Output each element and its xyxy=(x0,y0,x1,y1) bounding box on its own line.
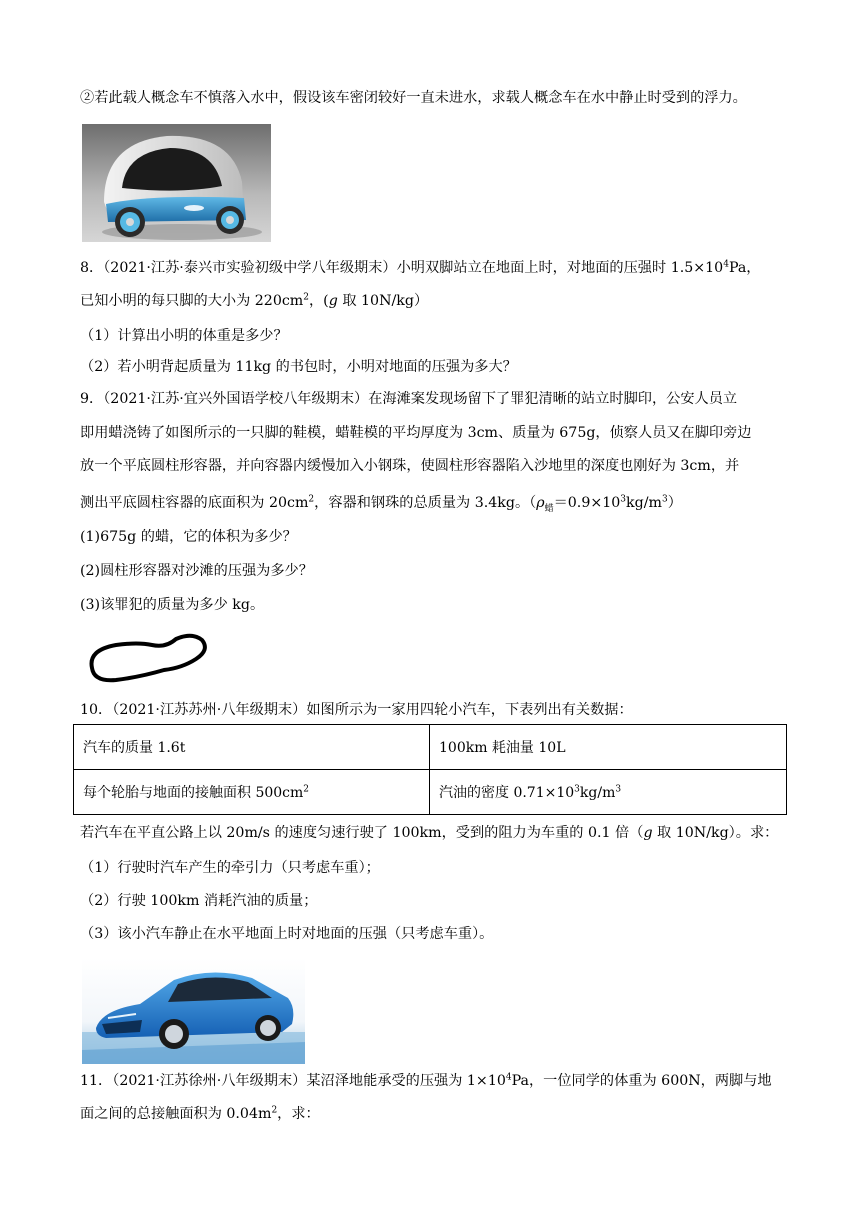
table-row xyxy=(74,725,787,770)
q8-subquestion-1: （1）计算出小明的体重是多少？ xyxy=(80,328,288,344)
table-cell: 每个轮胎与地面的接触面积 $500cm^2$ xyxy=(74,770,430,815)
table-cell: 汽车的质量 1.6t xyxy=(74,725,430,770)
q7-part2-text: ②若此载人概念车不慎落入水中，假设该车密闭较好一直未进水，求载人概念车在水中静止时受到的浮力。 xyxy=(80,90,747,106)
q9-stem-line1: 9．（2021·江苏·宜兴外国语学校八年级期末）在海滩案发现场留下了罪犯清晰的站立时脚印，公安人员立 xyxy=(80,391,738,407)
q10-subquestion-1: （1）行驶时汽车产生的牵引力（只考虑车重）； xyxy=(80,860,380,876)
concept-car-image xyxy=(82,124,271,242)
q10-intro: 10．（2021·江苏苏州·八年级期末）如图所示为一家用四轮小汽车，下表列出有关数据： xyxy=(80,702,633,718)
q9-subquestion-3: (3)该罪犯的质量为多少 kg。 xyxy=(80,597,265,613)
q8-stem-line2: 已知小明的每只脚的大小为 $220cm^2$，(g 取 10N/kg） xyxy=(80,292,429,309)
table-cell: 100km 耗油量 10L xyxy=(430,725,787,770)
q9-stem-line3: 放一个平底圆柱形容器，并向容器内缓慢加入小钢珠，使圆柱形容器陷入沙地里的深度也刚好为 3cm，并 xyxy=(80,458,740,474)
table-row xyxy=(74,770,787,815)
footprint-mold-image xyxy=(82,630,210,688)
q9-stem-line4: 测出平底圆柱容器的底面积为 $20cm^2$，容器和钢珠的总质量为 3.4kg。$(\rho_蜡=0.9\times 10^3kg/m^3)$ xyxy=(80,494,682,514)
q9-stem-line2: 即用蜡浇铸了如图所示的一只脚的鞋模，蜡鞋模的平均厚度为 3cm、质量为 675g，侦察人员又在脚印旁边 xyxy=(80,425,752,441)
q11-stem-line2: 面之间的总接触面积为 $0.04m^2$，求： xyxy=(80,1105,320,1122)
q10-condition: 若汽车在平直公路上以 20m/s 的速度匀速行驶了 100km，受到的阻力为车重的 0.1 倍（g 取 10N/kg）。求： xyxy=(80,825,779,841)
q10-subquestion-2: （2）行驶 100km 消耗汽油的质量； xyxy=(80,893,318,909)
sedan-car-image xyxy=(82,958,305,1064)
q11-stem-line1: 11．（2021·江苏徐州·八年级期末）某沼泽地能承受的压强为 $1\times 10^4Pa$，一位同学的体重为 600N，两脚与地 xyxy=(80,1072,772,1089)
car-data-table xyxy=(73,724,787,815)
q10-subquestion-3: （3）该小汽车静止在水平地面上时对地面的压强（只考虑车重）。 xyxy=(80,926,494,942)
q9-subquestion-2: (2)圆柱形容器对沙滩的压强为多少？ xyxy=(80,563,313,579)
q9-subquestion-1: (1)675g 的蜡，它的体积为多少？ xyxy=(80,529,297,545)
q8-stem-line1: 8．（2021·江苏·泰兴市实验初级中学八年级期末）小明双脚站立在地面上时，对地面的压强时 $1.5\times 10^4Pa$， xyxy=(80,259,761,276)
q8-subquestion-2: （2）若小明背起质量为 11kg 的书包时，小明对地面的压强为多大？ xyxy=(80,359,517,375)
table-cell: 汽油的密度 $0.71\times 10^3kg/m^3$ xyxy=(430,770,787,815)
